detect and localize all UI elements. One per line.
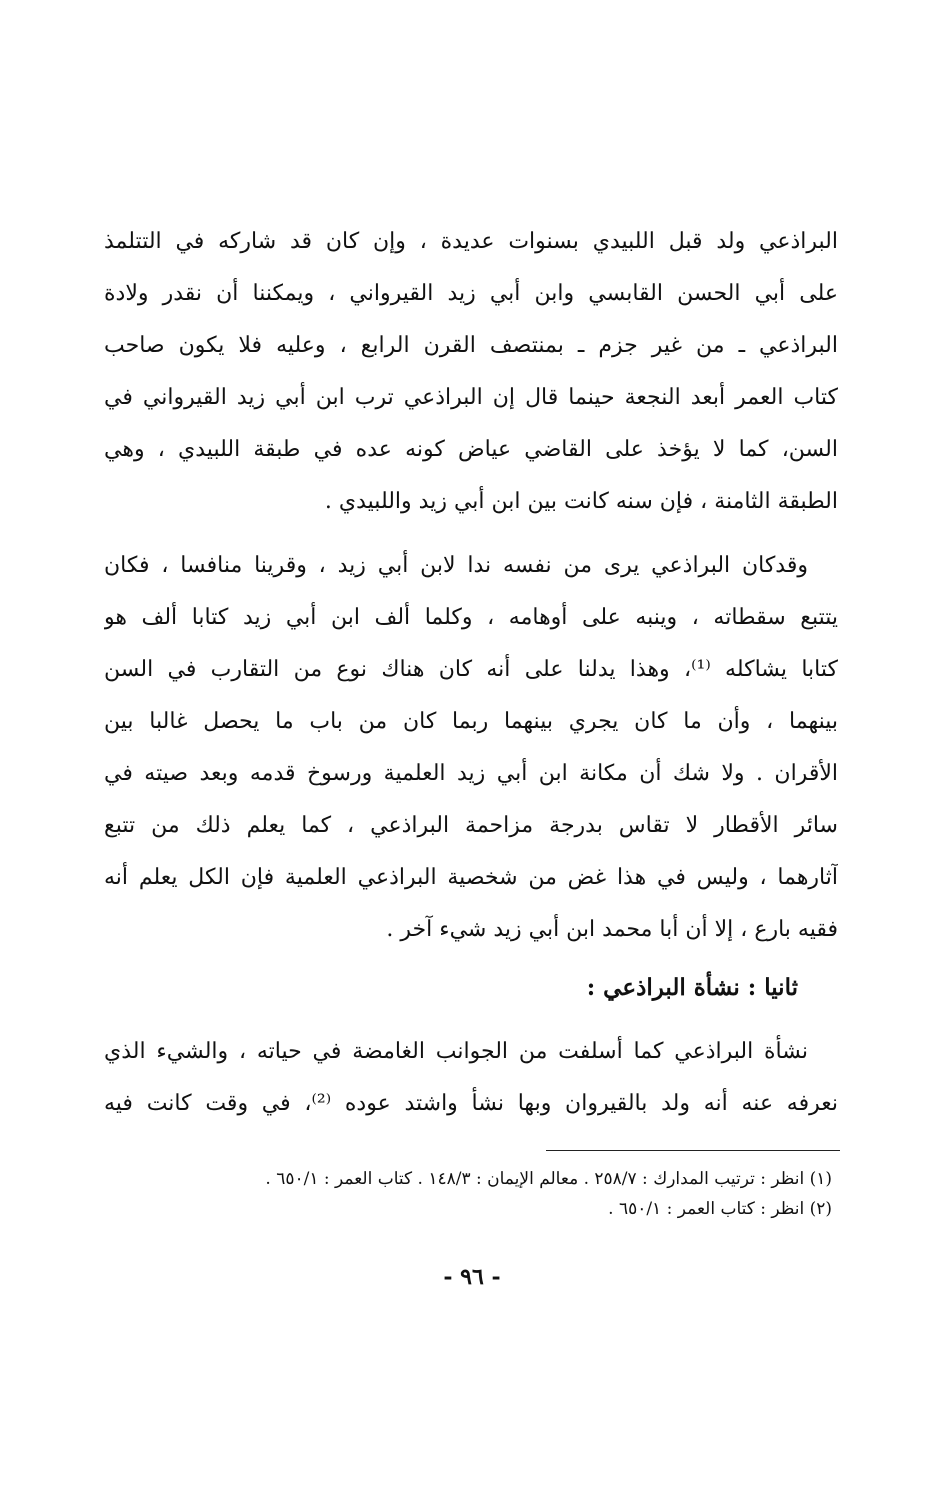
text-line: نشأة البراذعي كما أسلفت من الجوانب الغامضة في حياته ، والشيء الذي (104, 1039, 808, 1064)
footnote-2: (٢) انظر : كتاب العمر : ٦٥٠/١ . (608, 1199, 832, 1219)
footnote-divider (546, 1150, 840, 1151)
text-line: يتتبع سقطاته ، وينبه على أوهامه ، وكلما ألف ابن أبي زيد كتابا ألف هو (104, 605, 838, 630)
text-line: آثارهما ، وليس في هذا غض من شخصية البراذعي العلمية فإن الكل يعلم أنه (104, 865, 838, 890)
text-line: السن، كما لا يؤخذ على القاضي عياض كونه عده في طبقة اللبيدي ، وهي (104, 437, 838, 462)
paragraph-3 (104, 1026, 838, 1130)
footnote-1: (١) انظر : ترتيب المدارك : ٢٥٨/٧ . معالم الإيمان : ١٤٨/٣ . كتاب العمر : ٦٥٠/١ . (265, 1169, 832, 1189)
text-line: الأقران . ولا شك أن مكانة ابن أبي زيد العلمية ورسوخ قدمه وبعد صيته في (104, 761, 838, 786)
text-line: فقيه بارع ، إلا أن أبا محمد ابن أبي زيد شيء آخر . (386, 917, 838, 942)
paragraph-2 (104, 540, 838, 956)
text-line: وقدكان البراذعي يرى من نفسه ندا لابن أبي زيد ، وقرينا منافسا ، فكان (104, 553, 808, 578)
text-line: الطبقة الثامنة ، فإن سنه كانت بين ابن أبي زيد واللبيدي . (324, 489, 838, 514)
section-heading-block (104, 960, 838, 1016)
text-line: كتاب العمر أبعد النجعة حينما قال إن البراذعي ترب ابن أبي زيد القيرواني في (104, 385, 838, 410)
text-line: البراذعي ـ من غير جزم ـ بمنتصف القرن الرابع ، وعليه فلا يكون صاحب (104, 333, 838, 358)
page-number: - ٩٦ - (443, 1264, 501, 1290)
footnotes (104, 1164, 838, 1224)
text-line: على أبي الحسن القابسي وابن أبي زيد القيرواني ، ويمكننا أن نقدر ولادة (104, 281, 838, 306)
text-line: نعرفه عنه أنه ولد بالقيروان وبها نشأ واشتد عوده ⁽²⁾، في وقت كانت فيه (104, 1091, 838, 1116)
section-heading: ثانيا : نشأة البراذعي : (586, 974, 798, 1001)
text-line: سائر الأقطار لا تقاس بدرجة مزاحمة البراذعي ، كما يعلم ذلك من تتبع (104, 813, 838, 838)
paragraph-1 (104, 216, 838, 528)
text-line: البراذعي ولد قبل اللبيدي بسنوات عديدة ، وإن كان قد شاركه في التتلمذ (104, 229, 838, 254)
text-line: بينهما ، وأن ما كان يجري بينهما ربما كان من باب ما يحصل غالبا بين (104, 709, 838, 734)
text-line: كتابا يشاكله ⁽¹⁾، وهذا يدلنا على أنه كان هناك نوع من التقارب في السن (104, 657, 838, 682)
